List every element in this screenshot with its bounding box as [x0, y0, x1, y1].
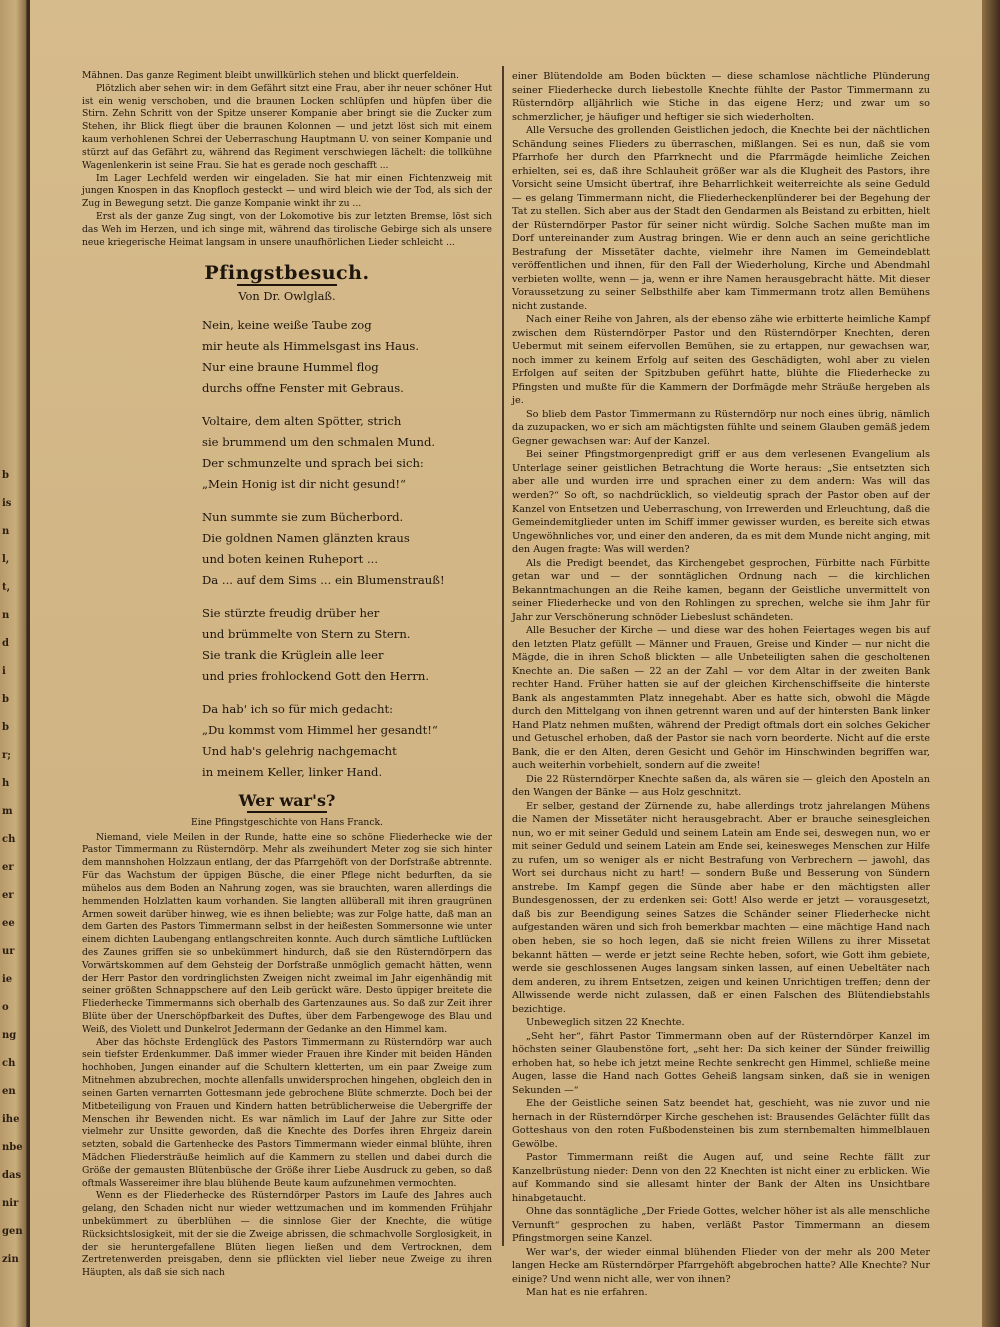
story-paragraph: „Seht her“, fährt Pastor Timmermann oben auf der Rüsterndörper Kanzel im höchsten seiner Glaubenstöne fort, „seht her: Da sich keiner der Sünder freiwillig erhoben hat, so hebe ich jetzt meine Rechte senkrecht gen Himmel, schließe meine Augen, lasse die Hand nach Gottes Geheiß langsam sinken, daß sie in wenigen Sekunden —“ [512, 1030, 930, 1096]
story-paragraph: Er selber, gestand der Zürnende zu, habe allerdings trotz jahrelangen Mühens die Namen der Missetäter nicht herausgebracht. Aber er brauche seinesgleichen nun, wo er mit seiner Geduld und seinem Latein am Ende sei, deswegen nun, wo er mit seiner Geduld und seinem Latein am Ende sei, keinesweges Menschen zur Hilfe zu rufen, um so weniger als er nicht Bestrafung von Verbrechern — jawohl, das Wort sei durchaus nicht zu hart! — sondern Buße und Besserung von Sündern anstrebe. Im Kampf gegen die Sünde aber habe er den mächtigsten aller Bundesgenossen, der zu erdenken sei: Gott! Also werde er jetzt — vorausgesetzt, daß bis zur Beendigung seines Satzes die Schänder seiner Fliederhecke nicht aufgestanden wären und sich froh bemerkbar machten — eine mächtige Hand nach oben heben, sie so hoch legen, daß sie nicht freien Willens zu ihrer Missetat bekannt hätten — werde er jetzt seine Rechte heben, sofort, wie Gott ihm gebiete, werde sie geschlossenen Auges langsam sinken lassen, auf einen Uebeltäter nach dem anderen, zu ihrem Entsetzen, zeigen und keinen Unrichtigen treffen; denn der Allwissende werde nicht zulassen, daß er einen Falschen des Blütendiebstahls bezichtige. [512, 800, 930, 1015]
poem-title: Pfingstbesuch. [204, 262, 370, 285]
poem-line: Nein, keine weiße Taube zog [202, 317, 372, 332]
margin-fragment: er [2, 890, 14, 901]
intro-paragraph: Im Lager Lechfeld werden wir eingeladen. Sie hat mir einen Fichtenzweig mit jungen Knospen in das Knopfloch gesteckt — und wird bleich wie der Tod, als sich der Zug in Bewegung setzt. Die ganze Kompanie winkt ihr zu ... [82, 172, 492, 210]
story-paragraph: Wenn es der Fliederhecke des Rüsterndörper Pastors im Laufe des Jahres auch gelang, den Schaden nicht nur wieder wettzumachen und im kommenden Frühjahr unbekümmert zu überblühen — die sinnlose Gier der Knechte, die wütige Rücksichtslosigkeit, mit der sie die Zweige abrissen, die schmachvolle Sorglosigkeit, in der sie heruntergefallene Blüten liegen ließen und dem Vertrocknen, dem Zertretenwerden preisgaben, denn sie pflückten viel lieber neue Zweige zu ihren Häupten, als daß sie sich nach [82, 1190, 492, 1279]
story-title: Wer war's? [238, 790, 336, 810]
story-paragraph: Bei seiner Pfingstmorgenpredigt griff er aus dem verlesenen Evangelium als Unterlage seiner geistlichen Betrachtung die Worte heraus: „Sie entsetzten sich aber alle und wurden irre und sprachen einer zu dem andern: Was will das werden?“ So oft, so nachdrücklich, so vieldeutig sprach der Pastor oben auf der Kanzel von Entsetzen und Ueberraschung, von Irrewerden und Erleuchtung, daß die Gemeindemitglieder unten im Schiff immer gewisser wurden, es bereite sich etwas Ungewöhnliches vor, und einer den anderen, da es mit dem Munde nicht anging, mit den Augen fragte: Was will werden? [512, 449, 930, 556]
story-paragraph: Die 22 Rüsterndörper Knechte saßen da, als wären sie — gleich den Aposteln an den Wangen der Bänke — aus Holz geschnitzt. [512, 773, 930, 799]
margin-fragment: en [2, 1086, 16, 1097]
poem-line: Der schmunzelte und sprach bei sich: [202, 455, 424, 470]
poem-line: Da hab' ich so für mich gedacht: [202, 701, 394, 716]
margin-fragment: b [2, 470, 9, 481]
margin-fragment: is [2, 498, 12, 509]
story-paragraph: Niemand, viele Meilen in der Runde, hatte eine so schöne Fliederhecke wie der Pastor Timmermann zu Rüsterndörp. Mehr als zweihundert Meter zog sie sich hinter dem mannshohen Holzzaun entlang, der das Pfarrgehöft von der Dorfstraße abtrennte. Für das Wachstum der üppigen Büsche, die einer Pflege nicht bedurften, da sie mühelos aus dem Boden an Nahrung zogen, was sie brauchten, waren allerdings die hemmenden Holzlatten kaum vorhanden. Sie langten allüberall mit ihren graugrünen Armen soweit darüber hinweg, wie es ihnen beliebte; was zur Folge hatte, daß man an dem Garten des Pastors Timmermann selbst in der heißesten Sommersonne wie unter einem dichten Laubengang entlangschreiten konnte. Auch durch sämtliche Luftlücken des Zaunes griffen sie so unbekümmert hindurch, daß sie den Rüsterndörpern das Vorwärtskommen auf dem Gehsteig der Dorfstraße unmöglich gemacht hätten, wenn der Herr Pastor den vordringlichsten Zweigen nicht zweimal im Jahr eigenhändig mit seiner größten Schnappschere auf den Leib gerückt wäre. Desto üppiger breitete die Fliederhecke Timmermanns sich oberhalb des Gartenzaunes aus. So daß zur Zeit ihrer Blüte über der Unerschöpfbarkeit des Duftes, über dem Farbengewoge des Blau und Weiß, des Violett und Dunkelrot Jedermann der Gedanke an den Himmel kam. [82, 831, 492, 1035]
margin-fragment: ng [2, 1030, 17, 1041]
story-byline: Eine Pfingstgeschichte von Hans Franck. [191, 816, 383, 828]
margin-fragment: ur [2, 946, 15, 957]
margin-fragment: b [2, 722, 9, 733]
poem-stanza [202, 315, 492, 399]
poem-byline: Von Dr. Owlglaß. [238, 288, 336, 303]
column-divider [502, 66, 504, 1246]
left-column [82, 70, 492, 1280]
margin-fragment: t, [2, 582, 11, 593]
margin-fragment: er [2, 862, 14, 873]
margin-fragment: n [2, 526, 10, 537]
story-paragraph: So blieb dem Pastor Timmermann zu Rüsterndörp nur noch eines übrig, nämlich da zuzupacken, wo er sich am mächtigsten fühlte und seinem Glauben gemäß jedem Gegner gewachsen war: Auf der Kanzel. [512, 408, 930, 447]
margin-fragment: gen [2, 1226, 23, 1237]
margin-fragment: o [2, 1002, 9, 1013]
story-paragraph: Alle Versuche des grollenden Geistlichen jedoch, die Knechte bei der nächtlichen Schändung seines Flieders zu überraschen, mißlangen. Sei es nun, daß sie vom Pfarrhofe her durch den Pfarrknecht und die Pfarrmägde heimliche Zeichen erhielten, sei es, daß ihre Schlauheit größer war als die Klugheit des Pastors, ihre Vorsicht seine Umsicht übertraf, ihre Beharrlichkeit weiterreichte als seine Geduld — es gelang Timmermann nicht, die Fliederheckenplünderer bei der Begehung der Tat zu stellen. Sich aber aus der Stadt den Gendarmen als Beistand zu erbitten, hielt der Rüsterndörper Pastor für seiner nicht würdig. Solche Sachen mußte man im Dorf untereinander zum Austrag bringen. Wie er denn auch an seine gerichtliche Bestrafung der Missetäter dachte, vielmehr ihre Namen im Gemeindeblatt veröffentlichen und ihnen, für den Fall der Wiederholung, Kirche und Abendmahl verbieten wollte, wenn — ja, wenn er ihre Namen herausgebracht hätte. Mit dieser Voraussetzung zu seiner Selbsthilfe aber kam Timmermann trotz allen Bemühens nicht zustande. [512, 125, 930, 312]
poem-line: in meinem Keller, linker Hand. [202, 764, 383, 779]
story-paragraph: Alle Besucher der Kirche — und diese war des hohen Feiertages wegen bis auf den letzten Platz gefüllt — Männer und Frauen, Greise und Kinder — nur nicht die Mägde, die in ihren Schoß blickten — alle Unbeteiligten sahen die gescholtenen Knechte an. Die saßen — 22 an der Zahl — vor dem Altar in der zweiten Bank rechter Hand. Früher hatten sie auf der gleichen Kirchenschiffseite die hinterste Bank als angestammten Platz innegehabt. Aber es hatte sich, obwohl die Mägde durch den Mittelgang von ihnen getrennt waren und auf der hintersten Bank linker Hand Platz nehmen mußten, während der Predigt oftmals dort ein solches Gekicher und Getuschel erhoben, daß der Pastor sie nach vorn beorderte. Nicht auf die erste Bank, die er den Alten, deren Gesicht und Gehör im Hinschwinden begriffen war, auch weiterhin vorbehielt, sondern auf die zweite! [512, 625, 930, 772]
poem-line: und pries frohlockend Gott den Herrn. [202, 668, 430, 683]
story-paragraph: Als die Predigt beendet, das Kirchengebet gesprochen, Fürbitte nach Fürbitte getan war und — der sonntäglichen Ordnung nach — die kirchlichen Bekanntmachungen an die Reihe kamen, begann der Geistliche unvermittelt von seiner Fliederhecke und von den Rohlingen zu sprechen, welche sie ihm Jahr für Jahr zur Verschönerung schnöder Liebeslust schändeten. [512, 557, 930, 623]
story-paragraph: Nach einer Reihe von Jahren, als der ebenso zähe wie erbitterte heimliche Kampf zwischen dem Rüsterndörper Pastor und den Rüsterndörper Knechten, deren Uebermut mit seinem eifervollen Bemühen, sie zu ertappen, nur gewachsen war, noch immer zu keinem Erfolg auf seiten des Geschädigten, wohl aber zu vielen Erfolgen auf seiten der Spitzbuben geführt hatte, blühte die Fliederhecke zu Pfingsten und mußte für die Kammern der Dorfmägde mehr Sträuße hergeben als je. [512, 314, 930, 407]
poem-line: „Mein Honig ist dir nicht gesund!“ [202, 476, 406, 491]
poem-line: Nun summte sie zum Bücherbord. [202, 509, 404, 524]
poem-line: Und hab's gelehrig nachgemacht [202, 743, 397, 758]
previous-page-edge [0, 0, 27, 1327]
margin-fragment: nbe [2, 1142, 23, 1153]
poem-line: Die goldnen Namen glänzten kraus [202, 530, 410, 545]
margin-fragment: zin [2, 1254, 19, 1265]
intro-paragraph: Mähnen. Das ganze Regiment bleibt unwillkürlich stehen und blickt querfeldein. [82, 70, 459, 81]
poem-stanza [202, 603, 492, 687]
poem-line: mir heute als Himmelsgast ins Haus. [202, 338, 420, 353]
poem-line: Sie trank die Krüglein alle leer [202, 647, 384, 662]
story-paragraph: Wer war's, der wieder einmal blühenden Flieder von der mehr als 200 Meter langen Hecke am Rüsterndörper Pfarrgehöft abgebrochen hatte? Alle Knechte? Nur einige? Und wenn nicht alle, wer von ihnen? [512, 1246, 930, 1285]
poem-stanza [202, 699, 492, 783]
poem-stanza [202, 507, 492, 591]
poem-line: „Du kommst vom Himmel her gesandt!“ [202, 722, 438, 737]
margin-fragment: i [2, 666, 6, 677]
page-binding-edge [982, 0, 1000, 1327]
margin-fragment: ee [2, 918, 15, 929]
title-rule [237, 284, 337, 286]
margin-fragment: ie [2, 974, 13, 985]
margin-fragment: h [2, 778, 10, 789]
margin-fragment: l, [2, 554, 10, 565]
poem-line: Voltaire, dem alten Spötter, strich [202, 413, 402, 428]
story-paragraph: einer Blütendolde am Boden bückten — diese schamlose nächtliche Plünderung seiner Fliederhecke durch liebestolle Knechte fühlte der Pastor Timmermann zu Rüsterndörp alljährlich wie Stiche in das eigene Herz; und zwar um so schmerzlicher, je häufiger und heftiger sie sich wiederholten. [512, 71, 930, 123]
poem-line: durchs offne Fenster mit Gebraus. [202, 380, 404, 395]
story-paragraph: Unbeweglich sitzen 22 Knechte. [526, 1017, 685, 1029]
poem-body [82, 315, 492, 783]
margin-fragment: b [2, 694, 9, 705]
poem-line: Da ... auf dem Sims ... ein Blumenstrauß! [202, 572, 445, 587]
margin-fragment: ch [2, 834, 16, 845]
title-rule [247, 811, 327, 813]
margin-fragment: ch [2, 1058, 16, 1069]
margin-fragment: m [2, 806, 13, 817]
intro-paragraph: Plötzlich aber sehen wir: in dem Gefährt sitzt eine Frau, aber ihr neuer schöner Hut ist ein wenig verschoben, und die braunen Locken schlüpfen und hüpfen über die Stirn. Zehn Schritt von der Spitze unserer Kompanie aber bringt sie die Zucker zum Stehen, ihr Blick fliegt über die braunen Kolonnen — und jetzt löst sich mit einem kaum verhohlenen Schrei der Ueberraschung Hauptmann U. von seiner Kompanie und stürzt auf das Gefährt zu, während das Regiment verschwiegen lächelt: die tollkühne Wagenlenkerin ist seine Frau. Sie hat es gerade noch geschafft ... [82, 82, 492, 171]
story-paragraph: Aber das höchste Erdenglück des Pastors Timmermann zu Rüsterndörp war auch sein tiefster Erdenkummer. Daß immer wieder Frauen ihre Kinder mit beiden Händen hochhoben, Jungen einander auf die Schultern kletterten, um ein paar Zweige zum Mitnehmen abzubrechen, mochte allenfalls unwidersprochen hingehen, obgleich den in seinen Garten vernarrten Gottesmann jede gebrochene Blüte schmerzte. Doch bei der Mitbeteiligung von Frauen und Kindern hatten betrüblicherweise die Uebergriffe der Menschen ihr Bewenden nicht. Es war nämlich im Lauf der Jahre zur Sitte oder vielmehr zur Unsitte geworden, daß die Knechte des Dorfes ihren Ehrgeiz darein setzten, sobald die Gartenhecke des Pastors Timmermann wieder einmal blühte, ihren Mädchen Fliedersträuße heimlich auf die Kammern zu stellen und dabei durch die Größe der gemausten Blütenbüsche der Größe ihrer Liebe Ausdruck zu geben, so daß oftmals Wassereimer ihre blau blühende Beute kaum aufzunehmen vermochten. [82, 1036, 492, 1189]
margin-fragment: ihe [2, 1114, 20, 1125]
margin-fragment: d [2, 638, 9, 649]
story-paragraph: Man hat es nie erfahren. [526, 1287, 648, 1299]
poem-line: sie brummend um den schmalen Mund. [202, 434, 436, 449]
right-column [512, 70, 930, 1300]
poem-stanza [202, 411, 492, 495]
poem-line: Nur eine braune Hummel flog [202, 359, 379, 374]
margin-fragment: nir [2, 1198, 19, 1209]
poem-line: und boten keinen Ruheport ... [202, 551, 379, 566]
intro-paragraph: Erst als der ganze Zug singt, von der Lokomotive bis zur letzten Bremse, löst sich das Weh im Herzen, und ich singe mit, während das tirolische Gebirge sich als unsere neue kriegerische Heimat langsam in unsere unaufhörlichen Lieder schleicht ... [82, 210, 492, 248]
story-paragraph: Pastor Timmermann reißt die Augen auf, und seine Rechte fällt zur Kanzelbrüstung nieder: Denn von den 22 Knechten ist nicht einer zu erblicken. Wie auf Kommando sind sie allesamt hinter der Bank der Alten ins Unsichtbare hinabgetaucht. [512, 1152, 930, 1204]
margin-fragment: das [2, 1170, 22, 1181]
story-paragraph: Ohne das sonntägliche „Der Friede Gottes, welcher höher ist als alle menschliche Vernunft“ gesprochen zu haben, verläßt Pastor Timmermann an diesem Pfingstmorgen seine Kanzel. [512, 1206, 930, 1245]
poem-line: Sie stürzte freudig drüber her [202, 605, 380, 620]
margin-fragment: n [2, 610, 10, 621]
poem-line: und brümmelte von Stern zu Stern. [202, 626, 411, 641]
margin-fragment: r; [2, 750, 11, 761]
story-paragraph: Ehe der Geistliche seinen Satz beendet hat, geschieht, was nie zuvor und nie hernach in der Rüsterndörper Kirche geschehen ist: Brausendes Gelächter füllt das Gotteshaus von den roten Fußbodensteinen bis zum sternbemalten himmelblauen Gewölbe. [512, 1098, 930, 1150]
